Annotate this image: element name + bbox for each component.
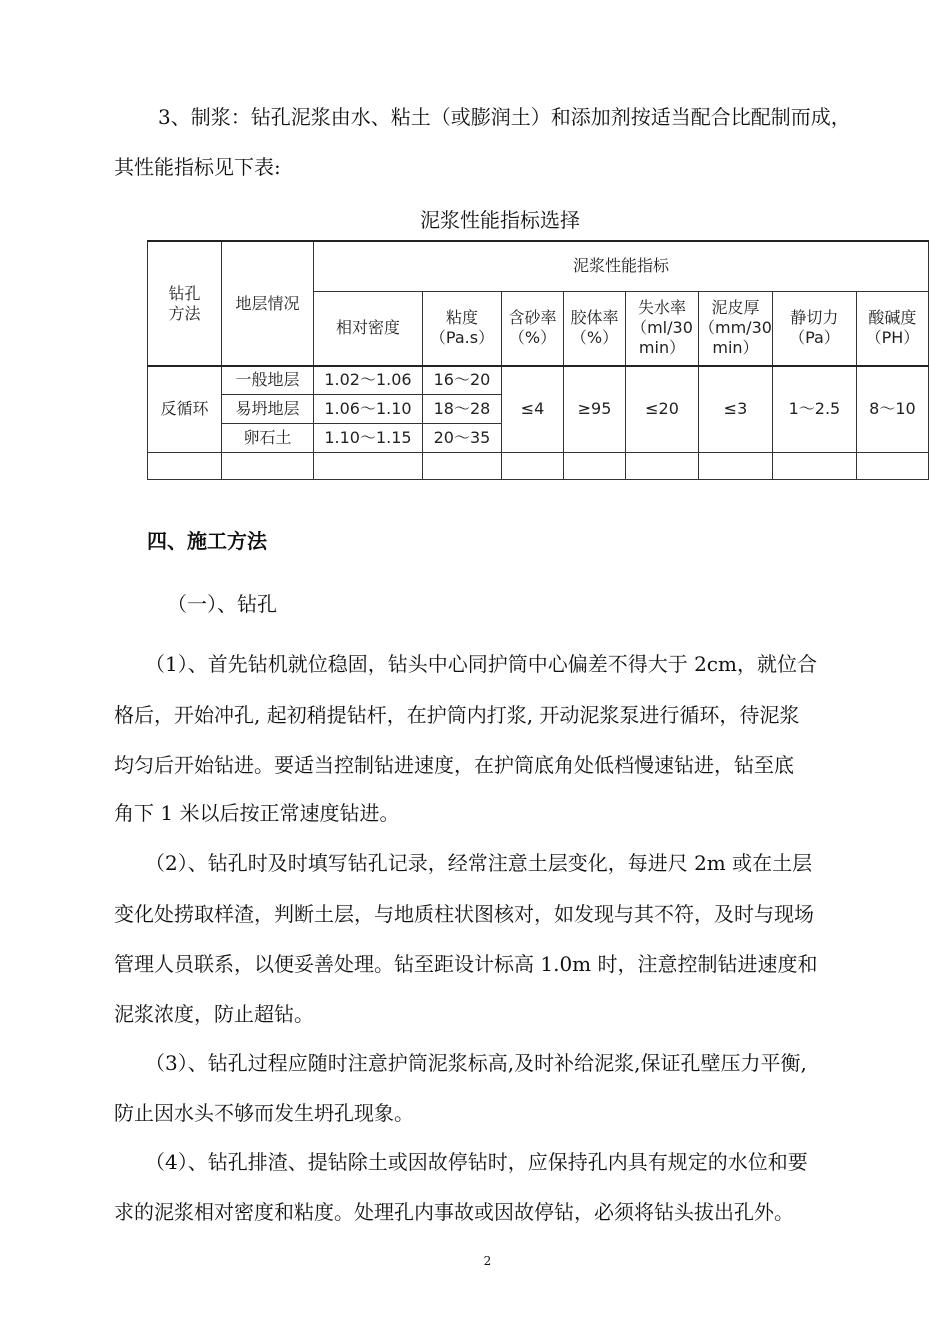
viscosity-cell: 18～28 <box>423 394 502 423</box>
header-colloid: 胶体率 （%） <box>564 291 626 366</box>
paragraph-1-line-2: 格后，开始冲孔, 起初稍提钻杆，在护筒内打浆, 开动泥浆泵进行循环，待泥浆 <box>114 703 800 727</box>
paragraph-2-line-2: 变化处捞取样渣，判断土层，与地质柱状图核对，如发现与其不符，及时与现场 <box>114 902 814 926</box>
paragraph-3-line-1: （3）、钻孔过程应随时注意护筒泥浆标高,及时补给泥浆,保证孔壁压力平衡, <box>145 1051 807 1075</box>
strata-cell: 易坍地层 <box>222 394 314 423</box>
header-sand: 含砂率 （%） <box>502 291 564 366</box>
cake-cell: ≤3 <box>699 366 773 452</box>
intro-line-1: 3、制浆：钻孔泥浆由水、粘土（或膨润土）和添加剂按适当配合比配制而成， <box>158 105 851 129</box>
density-cell: 1.10～1.15 <box>314 423 423 452</box>
paragraph-1-line-4: 角下 1 米以后按正常速度钻进。 <box>114 801 400 825</box>
table-caption: 泥浆性能指标选择 <box>420 208 580 232</box>
ph-cell: 8～10 <box>856 366 928 452</box>
header-strata: 地层情况 <box>222 241 314 366</box>
strata-cell: 一般地层 <box>222 366 314 394</box>
header-density: 相对密度 <box>314 291 423 366</box>
viscosity-cell: 20～35 <box>423 423 502 452</box>
section-subtitle: （一）、钻孔 <box>167 592 277 616</box>
shear-cell: 1～2.5 <box>772 366 856 452</box>
page-number: 2 <box>483 1254 492 1268</box>
paragraph-1-line-3: 均匀后开始钻进。要适当控制钻进速度，在护筒底角处低档慢速钻进，钻至底 <box>114 753 794 777</box>
header-method: 钻孔方法 <box>148 241 222 366</box>
header-ph: 酸碱度 （PH） <box>856 291 928 366</box>
paragraph-2-line-4: 泥浆浓度，防止超钻。 <box>114 1002 314 1026</box>
header-shear: 静切力 （Pa） <box>772 291 856 366</box>
paragraph-3-line-2: 防止因水头不够而发生坍孔现象。 <box>114 1101 414 1125</box>
header-group: 泥浆性能指标 <box>314 241 929 291</box>
viscosity-cell: 16～20 <box>423 366 502 394</box>
density-cell: 1.02～1.06 <box>314 366 423 394</box>
header-viscosity: 粘度 （Pa.s） <box>423 291 502 366</box>
density-cell: 1.06～1.10 <box>314 394 423 423</box>
paragraph-4-line-1: （4）、钻孔排渣、提钻除土或因故停钻时，应保持孔内具有规定的水位和要 <box>145 1150 808 1174</box>
header-water-loss: 失水率 （ml/30 min） <box>626 291 699 366</box>
mud-performance-table <box>147 240 929 480</box>
paragraph-2-line-1: （2）、钻孔时及时填写钻孔记录，经常注意土层变化，每进尺 2m 或在土层 <box>145 851 813 875</box>
method-cell: 反循环 <box>148 366 222 452</box>
paragraph-4-line-2: 求的泥浆相对密度和粘度。处理孔内事故或因故停钻，必须将钻头拔出孔外。 <box>114 1200 794 1224</box>
intro-line-2: 其性能指标见下表: <box>114 155 281 179</box>
strata-cell: 卵石土 <box>222 423 314 452</box>
paragraph-1-line-1: （1）、首先钻机就位稳固，钻头中心同护筒中心偏差不得大于 2cm，就位合 <box>145 652 817 676</box>
sand-cell: ≤4 <box>502 366 564 452</box>
water-loss-cell: ≤20 <box>626 366 699 452</box>
header-cake: 泥皮厚 （mm/30 min） <box>699 291 773 366</box>
colloid-cell: ≥95 <box>564 366 626 452</box>
table-empty-row <box>148 452 929 479</box>
section-title: 四、施工方法 <box>147 529 267 553</box>
table-row <box>148 366 929 394</box>
paragraph-2-line-3: 管理人员联系，以便妥善处理。钻至距设计标高 1.0m 时，注意控制钻进速度和 <box>114 952 818 976</box>
